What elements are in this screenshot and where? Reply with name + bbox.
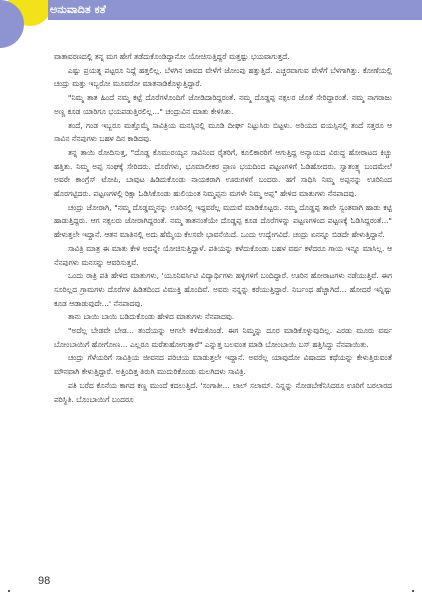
paragraph: ವಾತಾವರಣದಲ್ಲಿ ತನ್ನ ಮಗ ಹೇಗೆ ತಡೆದುಕೊಂಡಿದ್ದಾನೋ ಯೋಚಿಸುತ್ತಿದ್ದರೆ ಮತ್ತಷ್ಟು ಭಯವಾಗುತ್ತದೆ.	[54, 52, 290, 61]
section-title: ಅನುವಾದಿತ ಕತೆ	[50, 3, 106, 16]
paragraph: "ನಿಮ್ಮ ತಾತ ಹಿಂದೆ ನಮ್ಮ ಕಟ್ಟೆ ದೊರೆಗಳೊಂದಿಗೆ ಜೋಡಿದಾರಿದ್ದರಂತೆ. ನಮ್ಮ ದೊಡ್ಡಪ್ಪ ನಕ್ಸಲರ ಜೊತೆ ಸೇರಿದ್ದಾರಂತೆ. ನಮ್ಮ ನಾಗರಾಜು ಅಣ್ಣ ಕೂಡ ಯಾರಿಗೂ ಭಯಪಡುತ್ತಿರಲಿಲ್ಲ..." ಚಂದ್ರುವಿನ ಮಾತು ಕೇಳಿಸಿತು.	[54, 93, 392, 116]
paragraph: ಚಂದ್ರು ಜೋರಾಗಿ, "ನಮ್ಮ ದೊಡ್ಡಮ್ಮನನ್ನು ಊರಿನಲ್ಲಿ ಇದ್ದವರೆಲ್ಲ ಮದುವೆ ಮಾಡಿಕೊಟ್ಟರು. ನಮ್ಮ ದೊಡ್ಡಪ್ಪ ತಾವೇ ಸ್ವಂತವಾಗಿ ಹಾಡು ಕಟ್ಟಿ ಹಾಡುತ್ತಿದ್ದರು. ಆಗ ನಕ್ಸಲರು ಜೋರಾಗಿದ್ದರಂತೆ. ನಮ್ಮ ತಾತನಂತೆಯೇ ದೊಡ್ಡಪ್ಪ ಕೂಡ ದೊರೆಗಳನ್ನು ಪಟ್ಟಣಗಳಿಂದ ಪಟ್ಟಣಕ್ಕೆ ಓಡಿಸಿದ್ದರಂತೆ..." ಹೇಳುತ್ತಲೇ ಇದ್ದಾನೆ. ಆತನ ಮಾತಿನಲ್ಲಿ ಅದು ಹೆಮ್ಮೆಯ ಕೆಲಸವೇ ಭಾವನೆಯಿದೆ. ಒಂದು ಉದ್ವೇಗವಿದೆ. ಚಂದ್ರು ಏನನ್ನೂ ಬಿಡದೇ ಹೇಳುತ್ತಿದ್ದಾನೆ.	[54, 202, 392, 240]
crop-mark	[8, 590, 10, 592]
paragraph: ತನ್ನ ತಾಯಿ ರೋದಿಸುತ್ತ, "ದೊಡ್ಡ ಕೊಮುರಯ್ಯನ ಸಾವಿನಿಂದ ರೈತರಿಗೆ, ಕೂಲಿಕಾರರಿಗೆ ಆಗುತ್ತಿದ್ದ ಅನ್ಯಾಯದ ವಿರುದ್ಧ ಹೋರಾಟದ ಕಿಚ್ಚು ಹತ್ತಿತು. ನಿಮ್ಮ ಅಪ್ಪ ಸಂಘಕ್ಕೆ ಸೇರಿದರು. ದೊರೆಗಳು, ಭೂಮಾಲೀಕರ ಪ್ರಾಣ ಭಯದಿಂದ ಪಟ್ಟಣಗಳಿಗೆ ಓಡಿಹೋದರು. ಸ್ವಾತಂತ್ರ್ಯ ಬಂದಮೇಲೆ ಅವರೇ ಕಾಂಗ್ರೆಸ್ ಟೋಪಿ, ಬಾವುಟ ಹಿಡಿದುಕೊಂಡು ನಾಯಕರಾಗಿ ಊರುಗಳಿಗೆ ಬಂದರು. ಹಗೆ ಸಾಧಿಸಿ ನಿಮ್ಮ ಅಪ್ಪನನ್ನು ಊರಿನಿಂದ ಹೊರಗಟ್ಟಿದರು. ಪಟ್ಟಣಗಳಲ್ಲಿ ರಿಕ್ಷಾ ಓಡಿಸಿಕೊಂಡು ಹುಲಿಯಂತ ನಿಮ್ಮಪ್ಪನು ಮಗಳೇ ನಿಮ್ಮ ಅಪ್ಪ" ಹೇಳಿದ ಮಾತುಗಳು ನೆನಪಾದವು.	[54, 147, 392, 199]
article-body	[54, 50, 392, 406]
paragraph: ಒಂದು ರಾತ್ರಿ ಪತಿ ಹೇಳಿದ ಮಾತುಗಳು, 'ಯೂನಿವರ್ಸಿಟಿ ವಿದ್ಯಾರ್ಥಿಗಳು ಹಳ್ಳಿಗಳಿಗೆ ಬಂದಿದ್ದಾರೆ. ಊರಿನ ಹೋರಾಟಗಳು ನಡೆಯುತ್ತಿವೆ. ಈಗ ಸೂರಿಲ್ಲದ ಗ್ರಾಮಗಳು ದೊರೆಗಳ ಹಿಡಿತದಿಂದ ವಿಮುಕ್ತಿ ಹೊಂದಿವೆ. ಅವರು ನನ್ನನ್ನು ಕರೆಯುತ್ತಿದ್ದಾರೆ. ನಿರ್ಬಂಧ ಹೆಚ್ಚಾಗಿದೆ... ಹೋದರೆ ಇನ್ನಿಷ್ಟು ಕೂಡ ಆಡಾಡುವುದೇ...' ನೆನಪಾದವು.	[54, 271, 392, 308]
paragraph: ತಂದೆ, ಗಂಡ ಇಬ್ಬರೂ ಮತ್ತೊಮ್ಮೆ ಸಾವಿತ್ರಿಯ ಮನಸ್ಸಿನಲ್ಲಿ ಮೂಡಿ ದೀರ್ಘ ನಿಟ್ಟುಸಿರು ಬಿಟ್ಟಳು. ಅರಿಯದ ವಯಸ್ಸಿನಲ್ಲಿ ತಂದೆ ಸತ್ತರೂ ಆ ಸಾವಿನ ನೆನಪುಗಳು ಬಹಳ ದಿನ ಕಾಡಿದವು.	[54, 120, 392, 144]
paragraph: ಎಷ್ಟು ಪ್ರಯತ್ನ ಪಟ್ಟರೂ ನಿದ್ದೆ ಹತ್ತಲಿಲ್ಲ. ಬೆಳಗಿನ ಜಾವದ ವೇಳೆಗೆ ಜೋಂಪು ಹತ್ತುತ್ತಿದೆ. ಎಚ್ಚರವಾಗುವ ವೇಳೆಗೆ ಬೆಳಗಾಗಿತ್ತು. ಕೋಣೆಯಲ್ಲಿ ಚಂದ್ರು ಮತ್ತು ಇಬ್ಬರೋ ಮೂವರೋ ಮಾತನಾಡಿಕೊಳ್ಳುತ್ತಿದ್ದಾರೆ.	[54, 65, 392, 89]
corner-decoration	[0, 0, 48, 48]
page-number: 98	[38, 575, 51, 587]
paragraph: ತಾನು ಬಾಯಿ ಬಾಯಿ ಬಡಿದುಕೊಂಡು ಹೇಳಿದ ಮಾತುಗಳು ನೆನಪಾದವು.	[68, 312, 235, 322]
crop-mark	[412, 590, 414, 592]
paragraph: ಪತಿ ಬರೆದ ಕೊನೆಯ ಕಾಗದ ಕಣ್ಣ ಮುಂದೆ ಕದಲುತ್ತಿದೆ. 'ಸಂಗಾತೀ... ಲಾಲ್ ಸಲಾಮ್. ನಿನ್ನನ್ನು ನೋಡಬೇಕೆನಿಸಿದರೂ ಊರಿಗೆ ಬರಲಾರದ ಪರಿಸ್ಥಿತಿ. ಬೊಂಬಾಯಿಗೆ ಬಂದರೂ	[54, 380, 392, 404]
paragraph: ಚಂದ್ರು ಗೆಳೆಯರಿಗೆ ಸಾವಿತ್ರಿಯ ಜೀವನದ ಪರಿಚಯ ಮಾಡುತ್ತಲೇ ಇದ್ದಾನೆ. ಅವರೆಲ್ಲ ಯಾವುದೋ ವಿಷಾದದ ಕಥೆಯನ್ನು ಕೇಳುತ್ತಿರುವಂತೆ ಮೌನವಾಗಿ ಕೇಳುತ್ತಿದ್ದಾರೆ. ಅತ್ತಿಂದಿತ್ತ ತಿರುಗಿ ಮುದುರಿಕೊಂಡು ಮಲಗಿದಳು ಸಾವಿತ್ರಿ.	[54, 353, 392, 377]
paragraph: "ಅದೆಲ್ಲ ಬೇಡವೇ ಬೇಡ... ತಂದೆಯನ್ನು ಆಗಲೇ ಕಳೆದುಕೊಂಡೆ. ಈಗ ನಿಮ್ಮನ್ನು ದೂರ ಮಾಡಿಕೊಳ್ಳುವುದಿಲ್ಲ. ಎರಡು ಮೂರು ವರ್ಷ ಬೋಂಬಾಯಿಗೆ ಹೋಗೋಣ... ಎಲ್ಲರೂ ಮರೆತುಹೋಗುತ್ತಾರೆ" ಎನ್ನುತ್ತ ಬಲವಂತ ಮಾಡಿ ಬೋಂಬಾಯಿ ಬಸ್ ಹತ್ತಿಸಿದ್ದು ನೆನಪಾಯಿತು.	[54, 326, 392, 349]
paragraph: ಸಾವಿತ್ರಿ ಮಾತ್ರ ಈ ಮಾತು ಕೇಳಿ ಅದನ್ನೇ ಯೋಚಿಸುತ್ತಿದ್ದಾಳೆ. ಪತಿಯನ್ನು ಕಳೆದುಕೊಂಡು ಬಹಳ ವರ್ಷ ಕಳೆದರೂ ಗಾಯ ಇನ್ನೂ ಮಾಸಿಲ್ಲ. ಆ ನೆನಪುಗಳು ಮನಸನ್ನು ಆವರಿಸುತ್ತವೆ.	[54, 243, 392, 267]
